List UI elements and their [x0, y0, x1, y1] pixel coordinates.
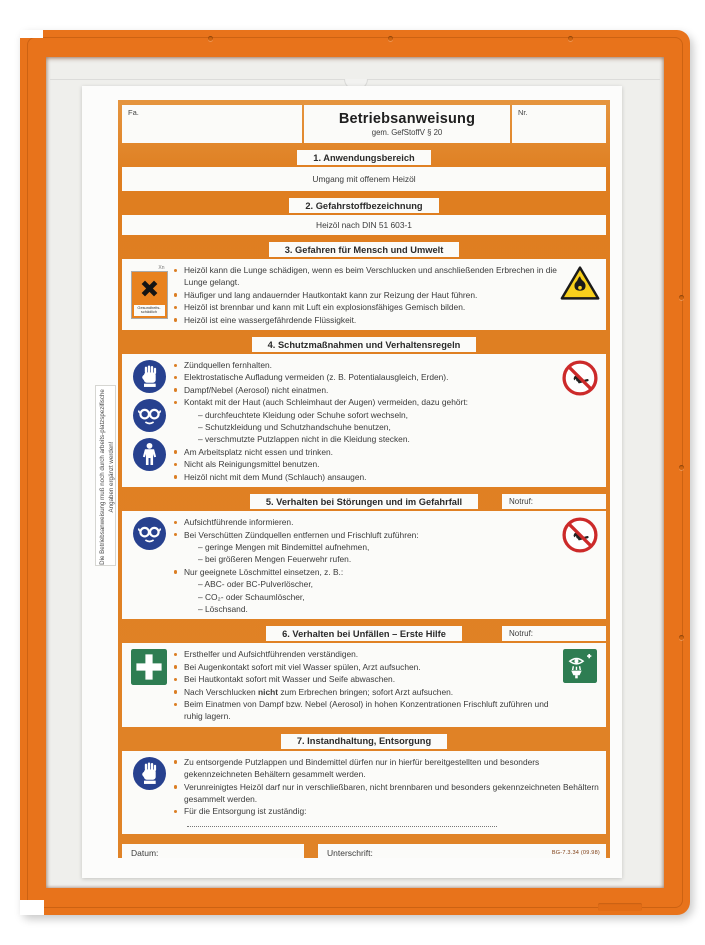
sub-item: – bei größeren Mengen Feuerwehr rufen. — [198, 554, 352, 565]
title-cell — [304, 105, 510, 143]
sub-item: – CO₂- oder Schaumlöscher, — [198, 591, 305, 602]
section-title: 7. Instandhaltung, Entsorgung — [281, 734, 447, 749]
section-body — [122, 259, 606, 330]
section-schutzmassnahmen — [118, 337, 610, 487]
text-part: zum Erbrechen bringen; sofort Arzt aufsuchen. — [278, 686, 454, 697]
section-body — [122, 354, 606, 487]
section-body: Umgang mit offenem Heizöl — [122, 167, 606, 191]
sub-item: – durchfeuchtete Kleidung oder Schuhe sofort wechseln, — [198, 409, 408, 420]
bullet-item: Dampf/Nebel (Aerosol) nicht einatmen. — [172, 384, 558, 396]
frame-top-left-notch — [20, 30, 43, 38]
section-gefahren — [118, 242, 610, 330]
frame-rivet — [568, 36, 573, 41]
frame-rivet — [679, 635, 684, 640]
bullet-item: Elektrostatische Aufladung vermeiden (z. B. Potentialausgleich, Erden). — [172, 371, 558, 383]
section-gefahrstoffbezeichnung — [118, 198, 610, 235]
side-note-box — [95, 385, 116, 566]
eye-wash-icon — [563, 649, 597, 683]
section-entsorgung — [118, 734, 610, 834]
section-body — [122, 643, 606, 726]
bullet-item: Heizöl kann die Lunge schädigen, wenn es beim Verschlucken und anschließenden Erbrechen in die Lunge gelangt. — [172, 264, 558, 289]
section-title: 6. Verhalten bei Unfällen – Erste Hilfe — [266, 626, 462, 641]
signature-row — [122, 844, 606, 858]
bullet-list — [172, 263, 558, 326]
right-icon-column — [558, 647, 602, 722]
section-header — [122, 242, 606, 257]
bullet-item: Heizöl ist eine wassergefährdende Flüssigkeit. — [172, 314, 558, 326]
notruf-field: Notruf: — [502, 626, 606, 641]
bullet-list — [172, 647, 558, 722]
section-title: 3. Gefahren für Mensch und Umwelt — [269, 242, 460, 257]
form-code: BG-7.3.34 (09.98) — [551, 850, 600, 856]
bullet-item: Bei Verschütten Zündquellen entfernen und Frischluft zuführen: — [172, 529, 558, 541]
bullet-list — [172, 515, 558, 615]
bullet-item: Bei Augenkontakt sofort mit viel Wasser spülen, Arzt aufsuchen. — [172, 661, 558, 673]
bullet-item: Zu entsorgende Putzlappen und Bindemittel dürfen nur in hierfür bereitgestellten und besonders gekennzeichneten Behältern gesammelt werden. — [172, 756, 602, 781]
bullet-item: Ersthelfer und Aufsichtführenden verständigen. — [172, 648, 558, 660]
frame-bottom-left-notch — [20, 900, 44, 915]
section-header — [122, 494, 606, 509]
gloves-icon — [133, 360, 166, 393]
bullet-item: Nicht als Reinigungsmittel benutzen. — [172, 458, 558, 470]
frame-rivet — [388, 36, 393, 41]
protective-suit-icon — [133, 438, 166, 471]
section-anwendungsbereich — [118, 150, 610, 191]
right-icon-column — [558, 358, 602, 483]
notruf-field: Notruf: — [502, 494, 606, 509]
sub-item: – Löschsand. — [198, 603, 248, 614]
sub-item: – geringe Mengen mit Bindemittel aufnehmen, — [198, 541, 370, 552]
section-title: 5. Verhalten bei Störungen und im Gefahrfall — [250, 494, 478, 509]
bullet-item: Heizöl ist brennbar und kann mit Luft ein explosionsfähiges Gemisch bilden. — [172, 301, 558, 313]
section-body — [122, 511, 606, 619]
no-open-flame-icon — [562, 517, 598, 553]
xn-caption-line2: schädlich — [140, 309, 158, 315]
section-erste-hilfe — [118, 626, 610, 726]
xn-caption — [134, 305, 165, 316]
transparent-pocket — [46, 57, 664, 888]
left-icon-column — [126, 263, 172, 326]
bullet-list — [172, 755, 602, 830]
x-cross-glyph — [136, 275, 163, 302]
emphasized-word: nicht — [258, 686, 279, 697]
bullet-item: Kontakt mit der Haut (auch Schleimhaut der Augen) vermeiden, dazu gehört: — [172, 396, 558, 408]
left-icon-column — [126, 358, 172, 483]
bullet-item: Beim Einatmen von Dampf bzw. Nebel (Aerosol) in hohen Konzentrationen Frischluft zuführen und ruhig lagern. — [172, 698, 558, 723]
bullet-item: Nur geeignete Löschmittel einsetzen, z. B.: — [172, 566, 558, 578]
bullet-item: Bei Hautkontakt sofort mit Wasser und Seife abwaschen. — [172, 673, 558, 685]
printed-document — [118, 100, 610, 858]
sub-item: – ABC- oder BC-Pulverlöscher, — [198, 579, 313, 590]
section-header — [122, 150, 606, 165]
side-note-text: Die Betriebsanweisung muß noch durch arbeits-platzspezifische Angaben ergänzt werden! — [99, 389, 115, 565]
frame-rivet — [679, 295, 684, 300]
left-icon-column — [126, 755, 172, 830]
zustaendig-label: Für die Entsorgung ist zuständig: — [184, 806, 307, 817]
bullet-item: Verunreinigtes Heizöl darf nur in verschließbaren, nicht brennbaren und besonders gekennzeichneten Behältern gesammelt werden. — [172, 781, 602, 806]
sub-item: – Schutzkleidung und Schutzhandschuhe benutzen, — [198, 422, 391, 433]
number-field: Nr. — [512, 105, 606, 143]
bullet-item: Aufsichtführende informieren. — [172, 516, 558, 528]
bullet-item: Zündquellen fernhalten. — [172, 359, 558, 371]
bullet-item — [172, 805, 602, 830]
section-header — [122, 734, 606, 749]
right-icon-column — [558, 515, 602, 615]
frame-rivet — [208, 36, 213, 41]
signature-field: Unterschrift: — [318, 844, 606, 858]
document-subtitle: gem. GefStoffV § 20 — [371, 128, 443, 137]
goggles-icon — [133, 517, 166, 550]
left-icon-column — [126, 647, 172, 722]
section-header — [122, 337, 606, 352]
section-header — [122, 626, 606, 641]
sub-item: – verschmutzte Putzlappen nicht in die Kleidung stecken. — [198, 434, 410, 445]
bullet-item: Heizöl nicht mit dem Mund (Schlauch) ansaugen. — [172, 471, 558, 483]
section-body — [122, 751, 606, 834]
right-icon-column — [558, 263, 602, 326]
section-title: 1. Anwendungsbereich — [297, 150, 430, 165]
xn-harmful-icon — [131, 265, 168, 319]
gloves-icon — [133, 757, 166, 790]
xn-symbol-square — [131, 271, 168, 319]
section-title: 4. Schutzmaßnahmen und Verhaltensregeln — [252, 337, 477, 352]
company-field: Fa. — [122, 105, 302, 143]
document-header — [122, 105, 606, 143]
frame-molded-logo — [598, 903, 642, 911]
fill-in-line — [187, 818, 497, 827]
date-field: Datum: — [122, 844, 304, 858]
left-icon-column — [126, 515, 172, 615]
document-title: Betriebsanweisung — [338, 111, 476, 127]
xn-code-label: Xn — [158, 265, 165, 271]
instruction-sheet — [82, 86, 622, 878]
bullet-item: Häufiger und lang andauernder Hautkontakt kann zur Reizung der Haut führen. — [172, 289, 558, 301]
section-stoerungen — [118, 494, 610, 619]
xn-caption-line1: Gesundheits- — [137, 304, 161, 310]
no-open-flame-icon — [562, 360, 598, 396]
section-title: 2. Gefahrstoffbezeichnung — [289, 198, 438, 213]
frame-rivet — [679, 465, 684, 470]
bullet-item: Am Arbeitsplatz nicht essen und trinken. — [172, 446, 558, 458]
flame-warning-icon — [560, 265, 600, 301]
first-aid-cross-icon — [131, 649, 167, 685]
bullet-item — [172, 686, 558, 698]
section-header — [122, 198, 606, 213]
goggles-icon — [133, 399, 166, 432]
section-body: Heizöl nach DIN 51 603-1 — [122, 215, 606, 235]
text-part: Nach Verschlucken — [184, 686, 259, 697]
bullet-list — [172, 358, 558, 483]
